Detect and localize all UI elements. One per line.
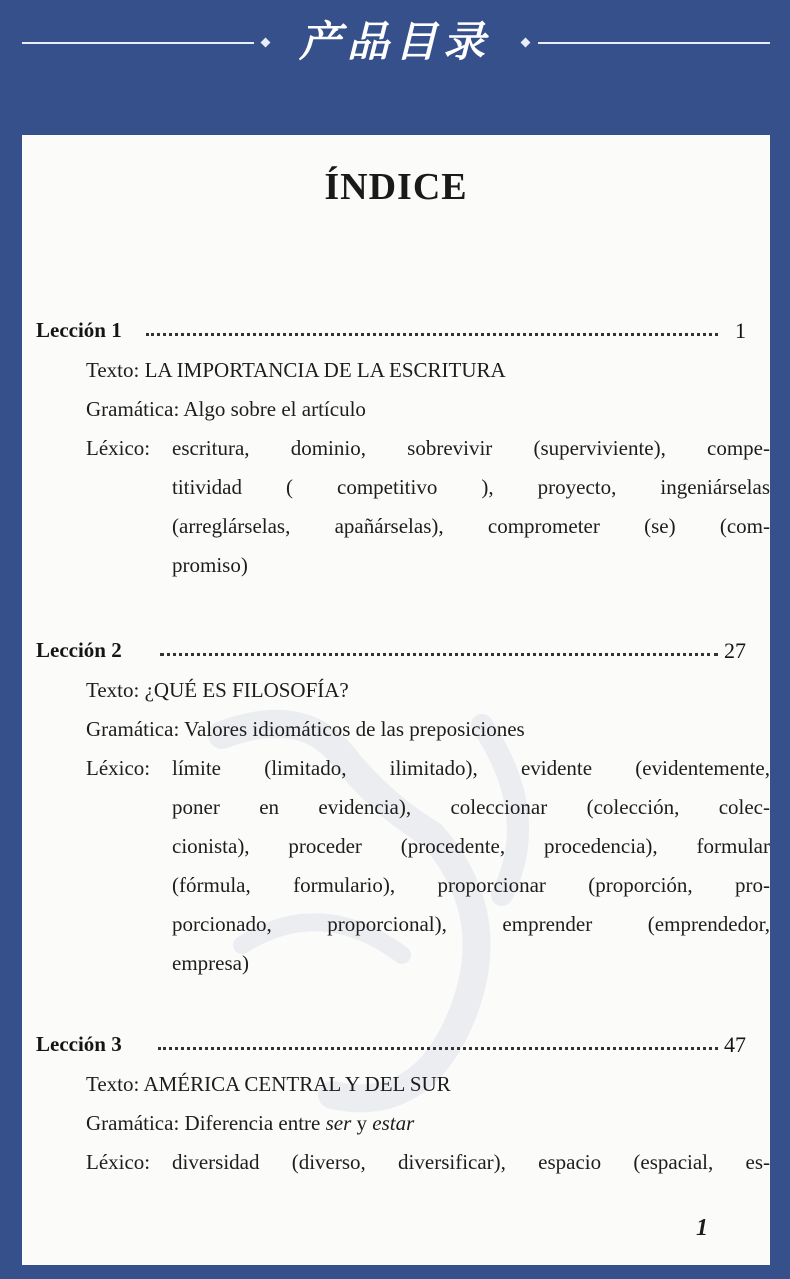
page-number: 1 [696,1215,708,1241]
banner-line-right [538,42,770,44]
lexico-line: límite (limitado, ilimitado), evidente (evidentemente, [172,756,770,780]
banner-dot-left [261,38,271,48]
lesson-texto: Texto: ¿QUÉ ES FILOSOFÍA? [86,678,349,702]
lesson-page-number: 1 [735,318,746,343]
lesson-texto: Texto: AMÉRICA CENTRAL Y DEL SUR [86,1072,451,1096]
dot-leader [146,333,718,336]
lexico-line: porcionado, proporcional), emprender (emprendedor, [172,912,770,936]
banner-title: 产品目录 [298,17,491,66]
gramatica-prefix: Gramática: Diferencia entre [86,1111,326,1135]
lexico-label: Léxico: [86,436,151,460]
lexico-label: Léxico: [86,756,151,780]
lexico-line: escritura, dominio, sobrevivir (superviviente), compe- [172,436,770,460]
lesson-lexico [86,749,770,983]
dot-leader [158,1047,718,1050]
lesson-heading [22,1029,770,1065]
lesson-name: Lección 1 [36,315,130,345]
banner [0,0,790,90]
lexico-label: Léxico: [86,1150,151,1174]
lesson-heading [22,635,770,671]
lesson-page-number: 47 [724,1032,746,1057]
lesson-gramatica [86,1104,770,1143]
lexico-line: poner en evidencia), coleccionar (colección, colec- [172,795,770,819]
dot-leader [160,653,718,656]
lesson-name: Lección 2 [36,635,130,665]
lesson-page-number: 27 [724,638,746,663]
lexico-line: empresa) [172,951,249,975]
lexico-line: (fórmula, formulario), proporcionar (proporción, pro- [172,873,770,897]
gramatica-estar: estar [372,1111,415,1135]
gramatica-ser: ser [325,1111,352,1135]
lexico-line: diversidad (diverso, diversificar), espacio (espacial, es- [172,1150,770,1174]
lesson-entry-3 [22,1029,770,1182]
lesson-heading [22,315,770,351]
lexico-line: (arreglárselas, apañárselas), comprometer (se) (com- [172,514,770,538]
banner-dot-right [521,38,531,48]
lesson-lexico [86,429,770,585]
banner-line-left [22,42,254,44]
lesson-entry-2 [22,635,770,983]
book-page [22,135,770,1265]
lesson-gramatica: Gramática: Valores idiomáticos de las preposiciones [86,717,525,741]
lesson-lexico [86,1143,770,1182]
lesson-texto: Texto: LA IMPORTANCIA DE LA ESCRITURA [86,358,506,382]
lesson-gramatica: Gramática: Algo sobre el artículo [86,397,366,421]
lexico-line: titividad ( competitivo ), proyecto, ingeniárselas [172,475,770,499]
lesson-entry-1 [22,315,770,585]
lexico-line: cionista), proceder (procedente, procedencia), formular [172,834,770,858]
lexico-line: promiso) [172,553,248,577]
lesson-name: Lección 3 [36,1029,130,1059]
gramatica-y: y [351,1111,373,1135]
index-title: ÍNDICE [324,166,468,208]
